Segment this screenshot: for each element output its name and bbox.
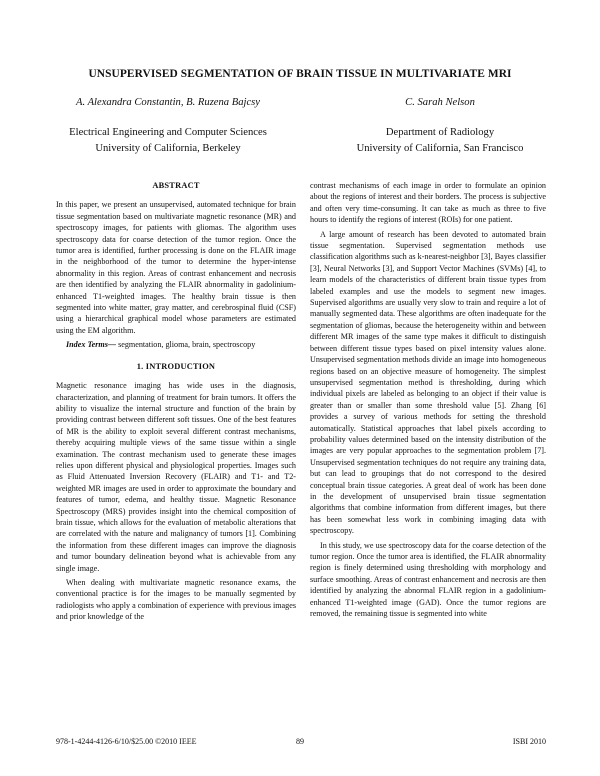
intro-paragraph-2-continued: contrast mechanisms of each image in order to formulate an opinion about the regions of interest and their borders. The process is subjective and often very time-consuming. It can take as much as three to five hours to identify the regions of interest (ROIs) for one patient.	[310, 181, 546, 225]
left-column	[56, 180, 296, 623]
affiliation-right-line-1: Department of Radiology	[385, 127, 495, 138]
paper-title: UNSUPERVISED SEGMENTATION OF BRAIN TISSUE IN MULTIVARIATE MRI	[88, 68, 512, 80]
authors-left: A. Alexandra Constantin, B. Ruzena Bajcsy	[76, 97, 260, 108]
affiliation-right-line-2: University of California, San Francisco	[356, 143, 524, 154]
index-terms-text: segmentation, glioma, brain, spectroscopy	[116, 340, 256, 350]
affiliation-left	[40, 125, 296, 157]
introduction-heading: 1. INTRODUCTION	[136, 361, 216, 371]
affiliation-left-line-2: University of California, Berkeley	[95, 143, 241, 154]
affiliation-left-line-1: Electrical Engineering and Computer Sciences	[69, 127, 267, 138]
footer-venue: ISBI 2010	[512, 737, 546, 746]
right-column	[310, 180, 546, 619]
intro-paragraph-1: Magnetic resonance imaging has wide uses in the diagnosis, characterization, and planning of treatment for brain tumors. It offers the ability to visualize the internal structure and function of the brain by providing contrast between different soft tissues. One of the best features of MR is the ability to exploit several different contrast mechanisms, thereby acquiring multiple views of the same tissue within a single examination. The contrast mechanism used to generate these images relies upon different physical and physiological properties. Images such as Fluid Attenuated Inversion Recovery (FLAIR) and T1- and T2-weighted MR images are used in order to approximate the boundary and features of tumor, edema, and healthy tissue. Magnetic Resonance Spectroscopy (MRS) provides insight into the chemical composition of brain tissue, which allows for the evaluation of metabolic alterations that are correlated with the nature and malignancy of tumors [1]. Combining the information from these different images can improve the diagnosis and tumor boundary delineation beyond what is achievable from any single image.	[56, 381, 296, 573]
intro-paragraph-2: When dealing with multivariate magnetic resonance exams, the conventional practice is for the images to be manually segmented by radiologists who apply a combination of experience with previous images and prior knowledge of the	[56, 578, 296, 622]
abstract-heading: ABSTRACT	[152, 181, 200, 190]
intro-paragraph-3: A large amount of research has been devoted to automated brain tissue segmentation. Supervised segmentation methods use classification algorithms such as k-nearest-neighbor [3], Bayes classifier [3], Neural Networks [3], and Support Vector Machines (SVMs) [4], to learn models of the characteristics of different brain tissue types from labeled examples and use the models to segment new images. Supervised algorithms are usually very slow to train and require a lot of manually segmented data. These algorithms are often inadequate for the segmentation of gliomas, because the heterogeneity within and between different MR images of the same type makes it difficult to distinguish between different tissue types based on pixel intensity values alone. Unsupervised segmentation methods divide an image into homogeneous regions based on an objective measure of homogeneity. The simplest unsupervised segmentation method is thresholding, during which individual pixels are labeled as belonging to an object if their value is greater than or smaller than some threshold value [5]. Zhang [6] provides a survey of various methods for setting the threshold automatically. Statistical approaches that label pixels according to probability values determined based on the intensity distribution of the images are very popular approaches to the segmentation problem [7]. Unsupervised segmentation techniques do not require any training data, but can lead to groupings that do not correspond to the desired conceptual brain tissue categories. A great deal of work has been done in the development of unsupervised brain tissue segmentation algorithms that combine information from different images, but there has been somewhat less work in combining imaging data with spectroscopy.	[310, 229, 546, 536]
footer-isbn: 978-1-4244-4126-6/10/$25.00 ©2010 IEEE	[56, 737, 197, 746]
intro-paragraph-4: In this study, we use spectroscopy data for the coarse detection of the tumor region. Once the tumor area is identified, the FLAIR abnormality region is finely determined using thresholding with morphology and surface smoothing. Areas of contrast enhancement and necrosis are then identified by analyzing the abnormal FLAIR region in a gadolinium-enhanced T1-weighted image (GAD). Once the tumor regions are removed, the remaining tissue is segmented into white	[310, 540, 546, 619]
affiliation-right	[320, 125, 560, 157]
abstract-text: In this paper, we present an unsupervised, automated technique for brain tissue segmentation based on multivariate magnetic resonance (MR) and spectroscopy images, for patients with gliomas. The algorithm uses spectroscopy data for coarse detection of the tumor region. Once the tumor area is identified, further processing is done on the FLAIR image in the neighborhood of the tumor to determine the hyper-intense abnormality in this region. Areas of contrast enhancement and necrosis are then identified by analyzing the FLAIR abnormality in gadolinium-enhanced T1-weighted images. The healthy brain tissue is then segmented into white matter, gray matter, and cerebrospinal fluid (CSF) using a hierarchical graphical model whose parameters are estimated using the EM algorithm.	[56, 200, 296, 335]
footer-page-number: 89	[296, 737, 304, 746]
index-terms	[56, 339, 296, 350]
index-terms-label: Index Terms—	[66, 340, 117, 350]
authors-right: C. Sarah Nelson	[405, 97, 475, 108]
